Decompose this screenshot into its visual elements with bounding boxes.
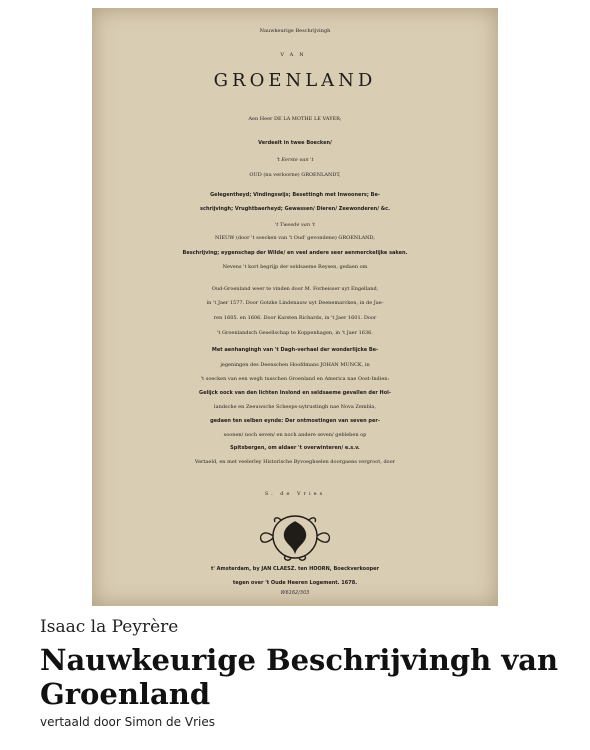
cover-line: t' Amsterdam, by JAN CLAESZ. ten HOORN, Boeckverkooper [211, 566, 379, 572]
cover-line: jegeningen des Deenschen Hoofdmans JOHAN MUNCK, in [220, 362, 370, 368]
cover-line: landsche en Zeeuwsche Scheeps-uytrustingh nae Nova Zembla, [214, 404, 376, 410]
cover-line: Gelijck oock van den lichten Inslond en seldsaeme gevallen der Hol- [199, 390, 391, 396]
cover-line: Met aenhangingh van 't Dagh-verhael der wonderlijcke Be- [211, 347, 379, 353]
cover-line: ren 1605. en 1606. Door Karsten Richards, in 't Jaer 1601. Door [213, 315, 377, 321]
cover-line: OUD (nu verloorne) GROENLANDT, [249, 172, 341, 178]
title-page-scan [92, 8, 498, 606]
cover-line: Beschrijving; eygenschap der Wilde/ en veel andere seer aenmerckelijke saken. [182, 250, 408, 256]
cover-line: 't Groenlandsch Gesellschap te Koppenhagen, in 't Jaer 1636. [217, 330, 373, 336]
cover-line: soonen/ noch seven/ en noch andere seven/ gebleben op [223, 432, 367, 438]
pencil-shelfmark: W6162/303 [280, 590, 310, 596]
cover-line: Verdeelt in twee Boecken/ [258, 140, 332, 146]
cover-line: VAN [280, 52, 310, 58]
cover-line: NIEUW (door 't soecken van 't Oud' gevondene) GROENLAND, [215, 235, 375, 241]
cover-line: Vertaeld, en met veelerley Historische Byvoeghselen doorgaens vergroot, door [194, 459, 396, 465]
book-subtitle: vertaald door Simon de Vries [40, 715, 215, 729]
cover-line: 't soecken van een wegh tusschen Groenland en America nae Oost-Indien: [200, 376, 390, 382]
printers-ornament [255, 512, 335, 562]
cover-line: schrijvingh; Vrughtbaerheyd; Gewassen/ Dieren/ Zeewonderen/ &c. [200, 206, 390, 212]
cover-line: in 't Jaer 1577. Door Gotzke Lindenauw uyt Deenemarcken, in de Jae- [206, 300, 384, 306]
cover-line: gedaen ten selben eynde: Der ontmoetingen van seven per- [210, 418, 380, 424]
cover-line: Nevens 't kort begrijp der seldsaeme Reysen, gedaen om [222, 264, 368, 270]
cover-line: Oud-Groenland weer te vinden door M. Forbeisser uyt Engelland, [211, 286, 379, 292]
author-name: Isaac la Peyrère [40, 617, 179, 637]
cover-line: Spitsbergen, om aldaer 't overwinteren/ e.s.v. [230, 445, 360, 451]
cover-line: tegen over 't Oude Heeren Logement. 1678. [232, 580, 358, 586]
cover-line: Nauwkeurige Beschrijvingh [259, 28, 331, 34]
cover-line: S. de Vries [264, 491, 326, 497]
cover-line: GROENLAND [213, 70, 377, 91]
cover-line: 't Eerste van 't [276, 157, 314, 163]
cover-line: 't Tweede van 't [274, 222, 316, 228]
book-title: Nauwkeurige Beschrijvingh van Groenland [40, 643, 559, 711]
cover-line: Gelegentheyd; Vindingswijs; Besettingh met Inwooners; Be- [210, 192, 380, 198]
cover-line: Aen Heer DE LA MOTHE LE VAYER; [248, 116, 342, 122]
